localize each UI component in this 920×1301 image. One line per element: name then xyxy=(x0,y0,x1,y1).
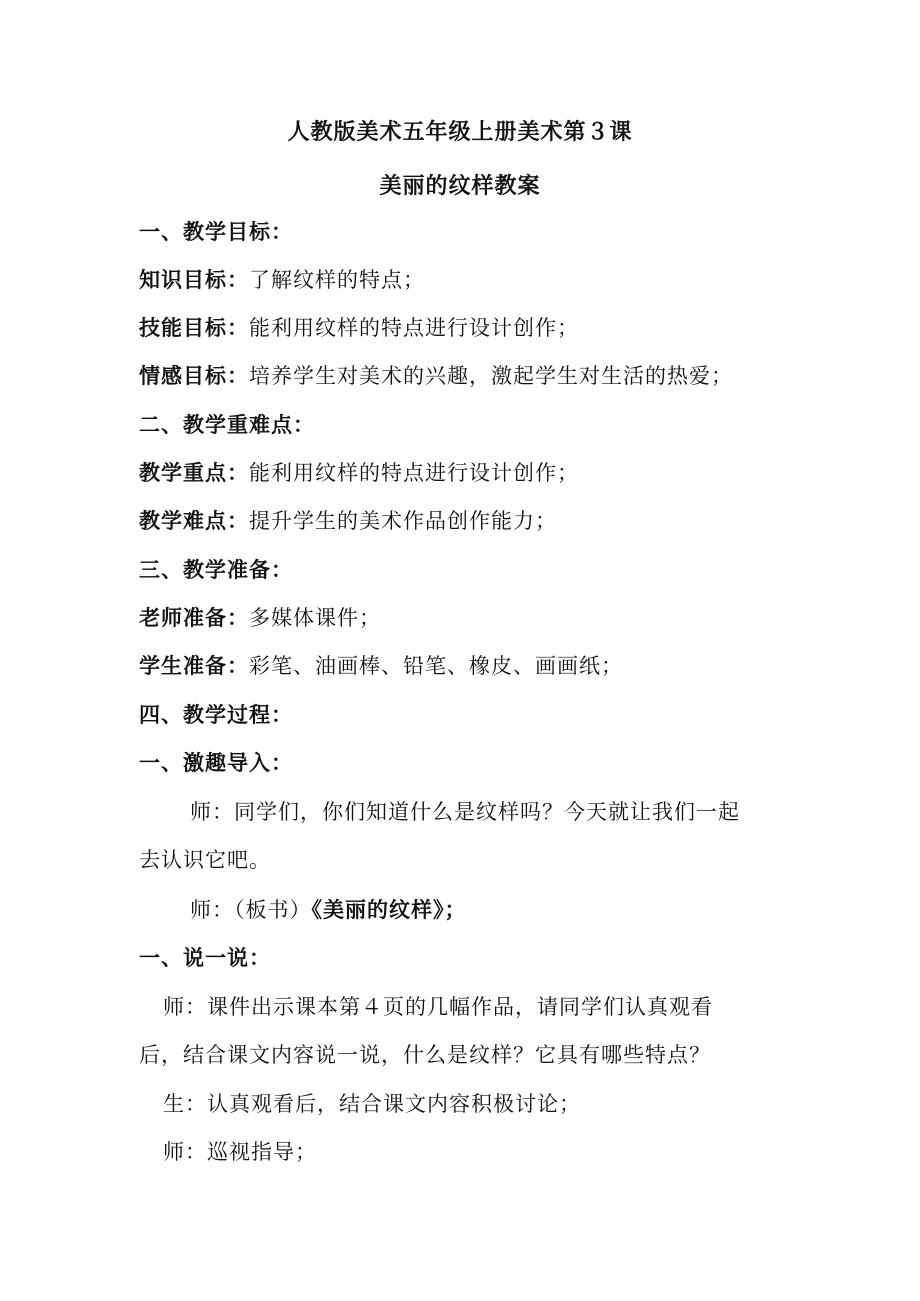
section-heading-goals: 一、教学目标： xyxy=(139,219,293,244)
intro-paragraph-line-1: 师：同学们，你们知道什么是纹样吗？今天就让我们一起 xyxy=(190,800,740,824)
section-heading-key-points: 二、教学重难点： xyxy=(139,412,315,437)
goal-skill xyxy=(139,313,579,343)
teacher-preparation-text: 多媒体课件； xyxy=(249,606,381,630)
intro-board-writing-title: 《美丽的纹样》； xyxy=(311,897,467,922)
goal-skill-text: 能利用纹样的特点进行设计创作； xyxy=(249,316,579,340)
student-preparation-text: 彩笔、油画棒、铅笔、橡皮、画画纸； xyxy=(249,654,623,678)
section-heading-preparation: 三、教学准备： xyxy=(139,557,293,582)
student-preparation xyxy=(139,651,623,681)
key-point-label: 教学重点： xyxy=(139,460,249,485)
intro-paragraph-line-2: 去认识它吧。 xyxy=(139,848,271,872)
document-subtitle: 美丽的纹样教案 xyxy=(379,173,541,199)
teacher-preparation-label: 老师准备： xyxy=(139,605,249,630)
talk-paragraph-line-2: 后，结合课文内容说一说，什么是纹样？它具有哪些特点？ xyxy=(139,1043,711,1067)
difficult-point xyxy=(139,506,557,536)
talk-student-response: 生：认真观看后，结合课文内容积极讨论； xyxy=(163,1092,581,1116)
subsection-heading-talk: 一、说一说： xyxy=(139,945,271,970)
talk-teacher-guidance: 师：巡视指导； xyxy=(163,1140,317,1164)
key-point xyxy=(139,458,579,488)
goal-knowledge-text: 了解纹样的特点； xyxy=(249,268,425,292)
key-point-text: 能利用纹样的特点进行设计创作； xyxy=(249,461,579,485)
goal-emotion-text: 培养学生对美术的兴趣，激起学生对生活的热爱； xyxy=(249,364,733,388)
goal-knowledge xyxy=(139,265,425,295)
intro-board-writing-prefix: 师：（板书） xyxy=(190,898,312,922)
talk-paragraph-line-1: 师：课件出示课本第４页的几幅作品，请同学们认真观看 xyxy=(163,995,713,1019)
subsection-heading-intro: 一、激趣导入： xyxy=(139,750,293,775)
goal-skill-label: 技能目标： xyxy=(139,315,249,340)
goal-emotion-label: 情感目标： xyxy=(139,363,249,388)
difficult-point-label: 教学难点： xyxy=(139,508,249,533)
student-preparation-label: 学生准备： xyxy=(139,653,249,678)
difficult-point-text: 提升学生的美术作品创作能力； xyxy=(249,509,557,533)
goal-emotion xyxy=(139,361,733,391)
intro-board-writing xyxy=(190,895,467,925)
teacher-preparation xyxy=(139,603,381,633)
document-title: 人教版美术五年级上册美术第３课 xyxy=(287,119,633,145)
goal-knowledge-label: 知识目标： xyxy=(139,267,249,292)
section-heading-process: 四、教学过程： xyxy=(139,702,293,727)
